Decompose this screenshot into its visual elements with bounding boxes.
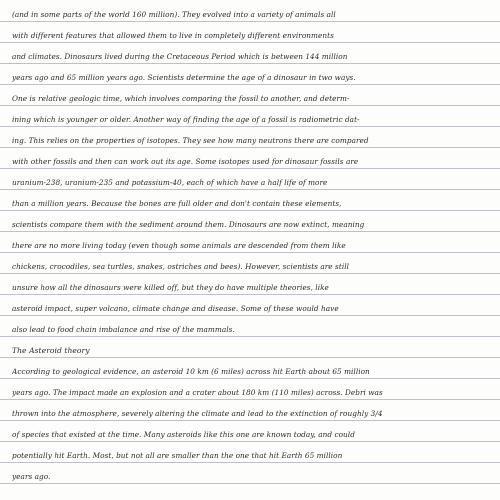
text-line: thrown into the atmosphere, severely altering the climate and lead to the extinction of roughly 3/4 [12,409,383,418]
text-line: According to geological evidence, an asteroid 10 km (6 miles) across hit Earth about 65 million [12,367,370,376]
text-line: also lead to food chain imbalance and rise of the mammals. [12,325,235,334]
ruled-line [0,147,500,148]
text-line: and climates. Dinosaurs lived during the Cretaceous Period which is between 144 million [12,52,348,61]
ruled-line [0,168,500,169]
text-line: of species that existed at the time. Many asteroids like this one are known today, and could [12,430,355,439]
text-line: years ago and 65 million years ago. Scientists determine the age of a dinosaur in two ways. [12,73,356,82]
section-heading: The Asteroid theory [12,346,90,355]
ruled-line [0,231,500,232]
ruled-line [0,420,500,421]
ruled-line [0,294,500,295]
ruled-line [0,357,500,358]
text-line: with different features that allowed them to live in completely different environments [12,31,334,40]
text-line: One is relative geologic time, which involves comparing the fossil to another, and determ- [12,94,350,103]
text-line: ining which is younger or older. Another way of finding the age of a fossil is radiometric dat- [12,115,360,124]
ruled-line [0,336,500,337]
ruled-line [0,42,500,43]
text-line: uranium-238, uranium-235 and potassium-40, each of which have a half life of more [12,178,328,187]
ruled-line [0,441,500,442]
text-line: years ago. [12,472,51,481]
text-line: potentially hit Earth. Most, but not all are smaller than the one that hit Earth 65 million [12,451,343,460]
ruled-line [0,378,500,379]
ruled-line [0,189,500,190]
text-line: (and in some parts of the world 160 million). They evolved into a variety of animals all [12,10,336,19]
text-line: with other fossils and then can work out its age. Some isotopes used for dinosaur fossils are [12,157,359,166]
ruled-line [0,105,500,106]
text-line: chickens, crocodiles, sea turtles, snakes, ostriches and bees). However, scientists are still [12,262,349,271]
text-line: years ago. The impact made an explosion and a crater about 180 km (110 miles) across. Debri was [12,388,383,397]
ruled-line [0,315,500,316]
ruled-line [0,21,500,22]
text-line: unsure how all the dinosaurs were killed off, but they do have multiple theories, like [12,283,329,292]
ruled-line [0,252,500,253]
ruled-line [0,210,500,211]
ruled-line [0,84,500,85]
text-line: there are no more living today (even though some animals are descended from them like [12,241,346,250]
ruled-line [0,399,500,400]
ruled-line [0,483,500,484]
ruled-line [0,126,500,127]
text-line: scientists compare them with the sediment around them. Dinosaurs are now extinct, meaning [12,220,365,229]
ruled-line [0,462,500,463]
text-line: than a million years. Because the bones are full older and don't contain these elements, [12,199,342,208]
ruled-line [0,63,500,64]
ruled-line [0,273,500,274]
text-line: asteroid impact, super volcano, climate change and disease. Some of these would have [12,304,339,313]
text-line: ing. This relies on the properties of isotopes. They see how many neutrons there are compared [12,136,369,145]
